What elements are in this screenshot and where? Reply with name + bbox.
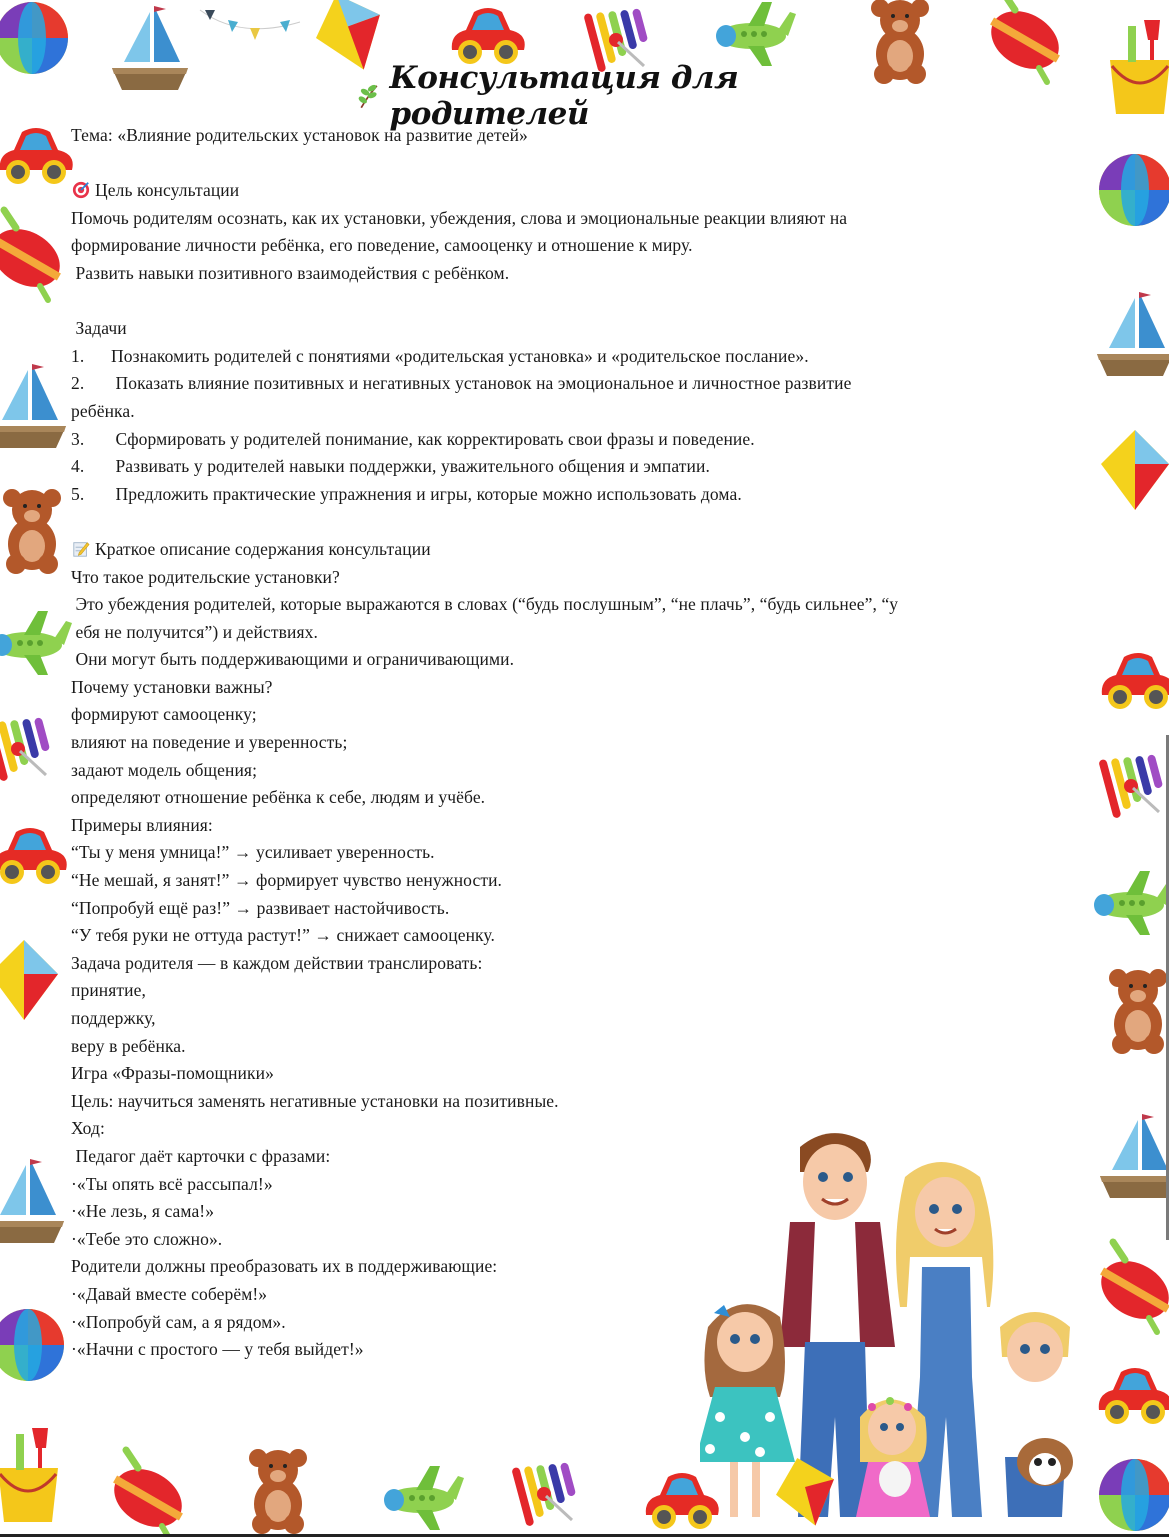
summary-line: Ход:: [71, 1118, 105, 1139]
goal-line: Развить навыки позитивного взаимодействия с ребёнком.: [71, 262, 510, 283]
summary-lines: [71, 564, 1101, 1364]
summary-line: принятие,: [71, 980, 146, 1001]
summary-line: “У тебя руки не оттуда растут!” → снижает самооценку.: [71, 925, 495, 946]
summary-line: Примеры влияния:: [71, 814, 213, 835]
task-item: [71, 370, 1101, 398]
summary-line: “Не мешай, я занят!” → формирует чувство ненужности.: [71, 870, 503, 891]
spacer: [71, 288, 1101, 316]
summary-line: ·«Начни с простого — у тебя выйдет!»: [71, 1339, 364, 1360]
summary-line: Игра «Фразы-помощники»: [71, 1063, 274, 1084]
task-item-continuation: ребёнка.: [71, 400, 135, 421]
task-text: Показать влияние позитивных и негативных установок на эмоциональное и личностное развитие: [111, 373, 852, 394]
task-number: 3.: [71, 428, 85, 449]
summary-line: “Ты у меня умница!” → усиливает уверенность.: [71, 842, 435, 863]
summary-line: ебя не получится”) и действиях.: [71, 621, 318, 642]
bunting: [200, 10, 300, 40]
task-item: [71, 426, 1101, 454]
document-body: [71, 122, 1101, 1364]
task-number: 2.: [71, 373, 85, 394]
goal-line: Помочь родителям осознать, как их установки, убеждения, слова и эмоциональные реакции влияют на: [71, 207, 848, 228]
summary-line: поддержку,: [71, 1008, 156, 1028]
summary-line: веру в ребёнка.: [71, 1035, 186, 1056]
summary-heading-text: Краткое описание содержания консультации: [95, 538, 431, 559]
task-item: [71, 453, 1101, 481]
summary-line: Они могут быть поддерживающими и ограничивающими.: [71, 649, 515, 670]
document-title: [355, 60, 825, 132]
herb-icon: [355, 79, 382, 113]
task-text: Предложить практические упражнения и игры, которые можно использовать дома.: [111, 483, 742, 504]
task-item: [71, 343, 1101, 371]
summary-line: ·«Тебе это сложно».: [71, 1228, 223, 1249]
summary-line: влияют на поведение и уверенность;: [71, 732, 348, 753]
summary-line: ·«Попробуй сам, а я рядом».: [71, 1311, 286, 1332]
toddler-figure: [856, 1397, 930, 1517]
goal-heading-text: Цель консультации: [95, 180, 240, 201]
topic: Тема: «Влияние родительских установок на развитие детей»: [71, 125, 528, 145]
memo-icon: [71, 540, 91, 558]
summary-line: “Попробуй ещё раз!” → развивает настойчивость.: [71, 897, 450, 918]
task-number: 5.: [71, 483, 85, 504]
tasks-heading: Задачи: [71, 318, 127, 339]
task-text: Сформировать у родителей понимание, как корректировать свои фразы и поведение.: [111, 428, 755, 449]
summary-line: задают модель общения;: [71, 759, 258, 780]
task-number: 1.: [71, 345, 85, 366]
summary-line: определяют отношение ребёнка к себе, людям и учёбе.: [71, 787, 486, 808]
title-text: Консультация для родителей: [389, 60, 739, 132]
spacer: [71, 150, 1101, 178]
summary-line: формируют самооценку;: [71, 704, 257, 725]
target-icon: [71, 181, 91, 199]
summary-line: ·«Давай вместе соберём!»: [71, 1283, 268, 1304]
summary-line: Это убеждения родителей, которые выражаются в словах (“будь послушным”, “не плачь”, “будь сильнее”, “у: [71, 594, 899, 615]
summary-line: ·«Не лезь, я сама!»: [71, 1201, 215, 1222]
summary-line: Почему установки важны?: [71, 676, 273, 697]
spacer: [71, 508, 1101, 536]
goal-line: формирование личности ребёнка, его поведение, самооценку и отношение к миру.: [71, 235, 693, 256]
summary-line: Задача родителя — в каждом действии транслировать:: [71, 952, 483, 973]
task-item: [71, 481, 1101, 509]
summary-line: Что такое родительские установки?: [71, 566, 340, 587]
task-text: Познакомить родителей с понятиями «родительская установка» и «родительское послание».: [111, 345, 809, 366]
puppy: [1017, 1438, 1073, 1486]
summary-line: ·«Ты опять всё рассыпал!»: [71, 1173, 273, 1194]
task-text: Развивать у родителей навыки поддержки, уважительного общения и эмпатии.: [111, 456, 710, 477]
task-number: 4.: [71, 456, 85, 477]
summary-line: Родители должны преобразовать их в поддерживающие:: [71, 1256, 498, 1277]
summary-heading: [71, 536, 1101, 564]
summary-line: Педагог даёт карточки с фразами:: [71, 1145, 331, 1166]
summary-line: Цель: научиться заменять негативные установки на позитивные.: [71, 1090, 559, 1111]
goal-heading: [71, 177, 1101, 205]
